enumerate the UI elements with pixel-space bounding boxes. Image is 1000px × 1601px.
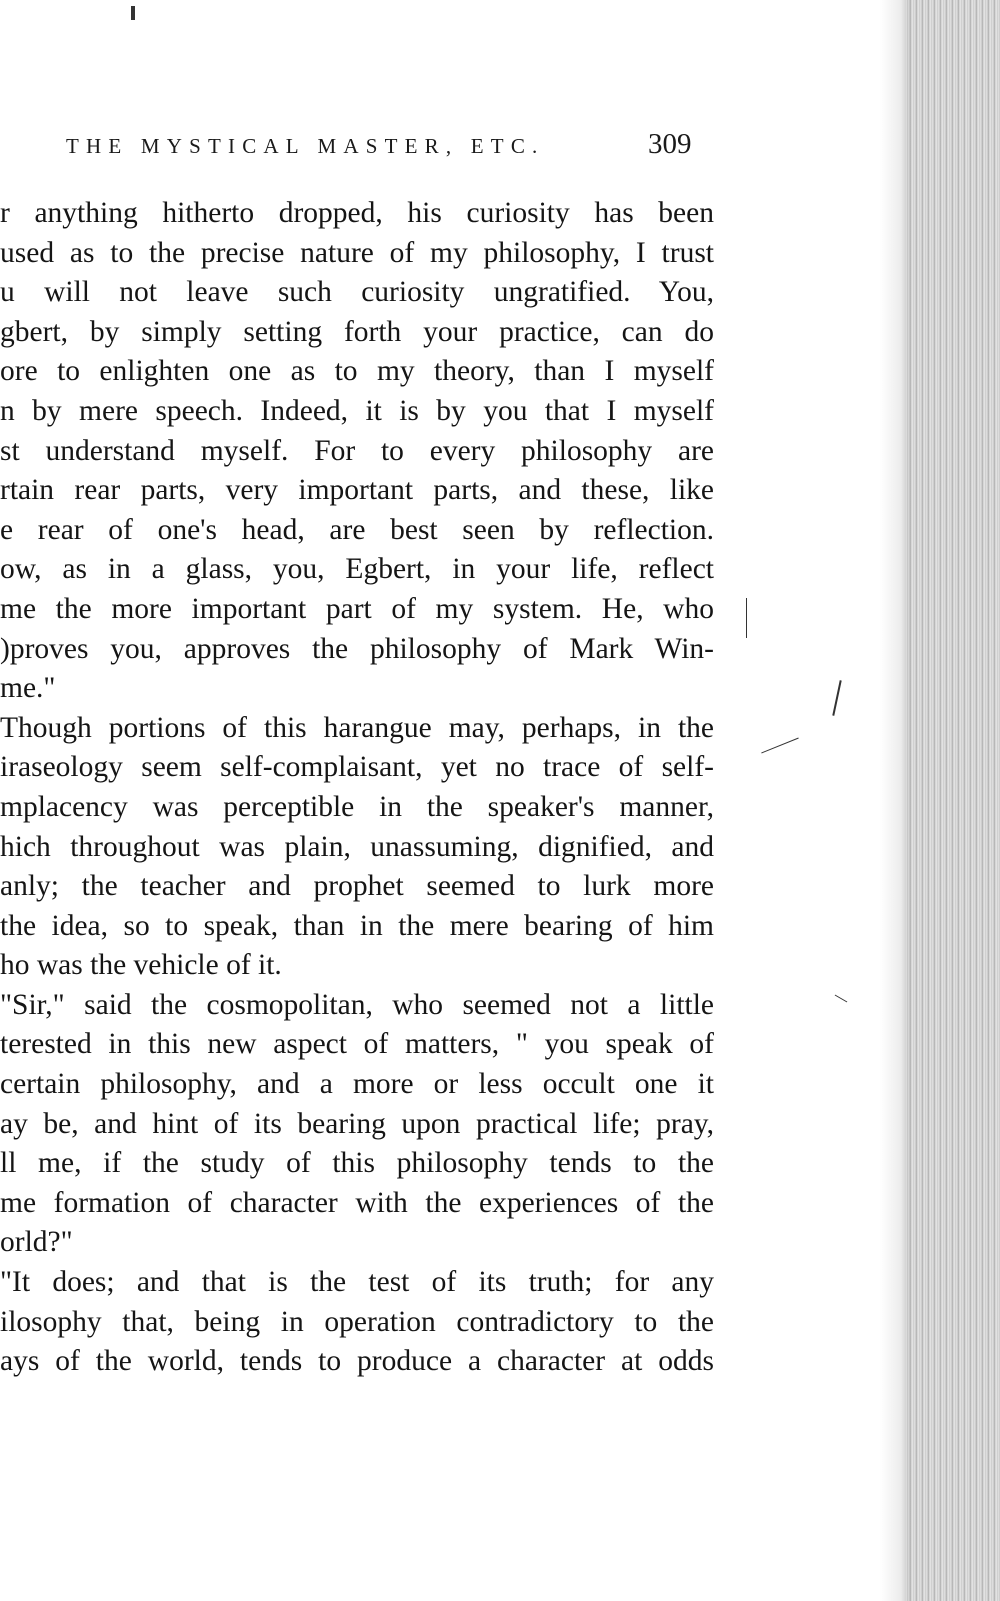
scan-speck [746,598,747,638]
text-line: ho was the vehicle of it. [0,949,282,982]
text-line: st understand myself. For to every philosophy are [0,434,714,467]
scan-speck [761,738,798,754]
text-line: terested in this new aspect of matters, " you speak of [0,1028,714,1061]
scan-speck [835,995,848,1003]
text-line: n by mere speech. Indeed, it is by you that I myself [0,394,714,427]
text-line: e rear of one's head, are best seen by reflection. [0,513,714,546]
text-line: me formation of character with the experiences of the [0,1186,714,1219]
page-header [0,128,720,168]
running-title: THE MYSTICAL MASTER, ETC. [66,134,545,158]
text-line: ay be, and hint of its bearing upon practical life; pray, [0,1107,714,1140]
text-line: the idea, so to speak, than in the mere bearing of him [0,909,714,942]
text-line: orld?" [0,1226,73,1259]
text-line: gbert, by simply setting forth your practice, can do [0,315,714,348]
text-line: ll me, if the study of this philosophy tends to the [0,1147,714,1180]
text-line: "Sir," said the cosmopolitan, who seemed not a little [0,988,714,1021]
scan-speck [832,680,841,716]
text-line: r anything hitherto dropped, his curiosity has been [0,197,714,229]
text-line: mplacency was perceptible in the speaker's manner, [0,790,714,823]
body-text [0,194,720,1382]
paragraph [0,709,720,986]
paragraph [0,194,720,709]
text-line: me." [0,672,56,705]
text-line: )proves you, approves the philosophy of Mark Win- [0,632,714,665]
text-line: rtain rear parts, very important parts, and these, like [0,474,714,507]
text-line: iraseology seem self-complaisant, yet no trace of self- [0,751,714,784]
text-line: me the more important part of my system. He, who [0,592,714,625]
text-line: ilosophy that, being in operation contradictory to the [0,1305,714,1338]
text-line: certain philosophy, and a more or less occult one it [0,1068,714,1101]
scan-speck [131,6,135,20]
text-line: used as to the precise nature of my philosophy, I trust [0,236,714,269]
text-line: u will not leave such curiosity ungratified. You, [0,276,714,309]
book-edge [906,0,1000,1601]
paragraph [0,1263,720,1382]
text-line: "It does; and that is the test of its truth; for any [0,1266,714,1299]
text-line: ow, as in a glass, you, Egbert, in your life, reflect [0,553,714,586]
text-line: hich throughout was plain, unassuming, dignified, and [0,830,714,863]
text-line: Though portions of this harangue may, perhaps, in the [0,711,714,744]
text-line: ays of the world, tends to produce a character at odds [0,1345,714,1378]
text-line: anly; the teacher and prophet seemed to lurk more [0,870,714,903]
page-number: 309 [648,128,692,160]
text-line: ore to enlighten one as to my theory, than I myself [0,355,714,388]
paragraph [0,986,720,1263]
